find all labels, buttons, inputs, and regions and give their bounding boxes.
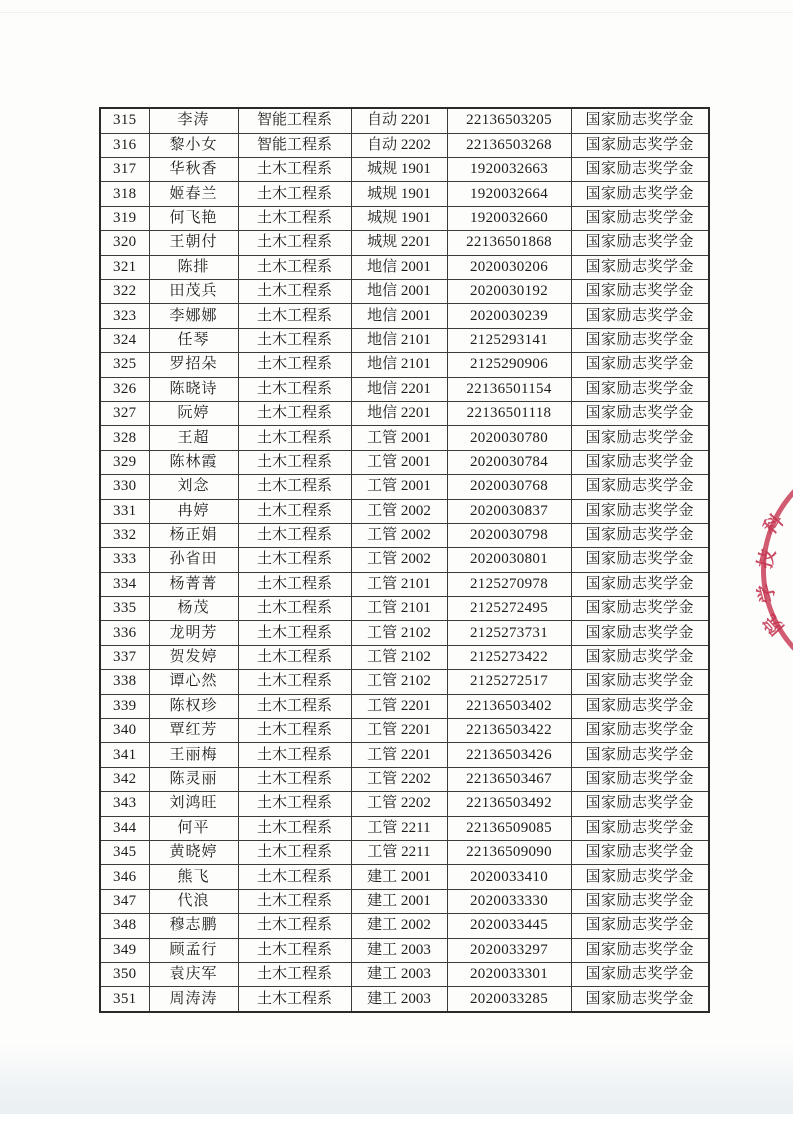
award-cell: 国家励志奖学金 [571, 523, 709, 547]
student-name-cell: 刘念 [149, 475, 238, 499]
student-name-cell: 顾孟行 [149, 938, 238, 962]
table-row [100, 231, 709, 255]
class-cell: 工管 2211 [351, 840, 447, 864]
class-cell: 地信 2101 [351, 328, 447, 352]
seal-circle-icon [761, 452, 793, 688]
row-number-cell: 315 [100, 108, 149, 133]
department-cell: 土木工程系 [238, 719, 351, 743]
class-cell: 建工 2003 [351, 938, 447, 962]
table-row [100, 353, 709, 377]
award-cell: 国家励志奖学金 [571, 767, 709, 791]
table-row [100, 743, 709, 767]
class-cell: 工管 2201 [351, 743, 447, 767]
student-id-cell: 2125273422 [447, 645, 571, 669]
student-name-cell: 任琴 [149, 328, 238, 352]
student-name-cell: 阮婷 [149, 401, 238, 425]
award-cell: 国家励志奖学金 [571, 426, 709, 450]
student-name-cell: 孙省田 [149, 548, 238, 572]
class-cell: 地信 2001 [351, 304, 447, 328]
award-cell: 国家励志奖学金 [571, 840, 709, 864]
class-cell: 自动 2201 [351, 108, 447, 133]
department-cell: 土木工程系 [238, 743, 351, 767]
table-row [100, 108, 709, 133]
department-cell: 土木工程系 [238, 475, 351, 499]
student-id-cell: 2020033301 [447, 962, 571, 986]
class-cell: 工管 2202 [351, 767, 447, 791]
student-id-cell: 2125273731 [447, 621, 571, 645]
row-number-cell: 342 [100, 767, 149, 791]
student-id-cell: 2020033410 [447, 865, 571, 889]
student-name-cell: 穆志鹏 [149, 914, 238, 938]
table-row [100, 182, 709, 206]
student-name-cell: 黄晓婷 [149, 840, 238, 864]
student-id-cell: 1920032663 [447, 158, 571, 182]
student-name-cell: 覃红芳 [149, 719, 238, 743]
department-cell: 土木工程系 [238, 377, 351, 401]
row-number-cell: 335 [100, 597, 149, 621]
table-row [100, 621, 709, 645]
table-row [100, 865, 709, 889]
department-cell: 土木工程系 [238, 182, 351, 206]
student-id-cell: 2020030780 [447, 426, 571, 450]
table-row [100, 133, 709, 157]
row-number-cell: 323 [100, 304, 149, 328]
student-id-cell: 22136501868 [447, 231, 571, 255]
row-number-cell: 337 [100, 645, 149, 669]
seal-character: 院 [759, 610, 789, 639]
row-number-cell: 325 [100, 353, 149, 377]
class-cell: 建工 2001 [351, 865, 447, 889]
class-cell: 地信 2001 [351, 255, 447, 279]
department-cell: 土木工程系 [238, 816, 351, 840]
row-number-cell: 341 [100, 743, 149, 767]
student-id-cell: 22136503492 [447, 792, 571, 816]
student-id-cell: 2020030192 [447, 279, 571, 303]
student-name-cell: 冉婷 [149, 499, 238, 523]
award-cell: 国家励志奖学金 [571, 231, 709, 255]
row-number-cell: 316 [100, 133, 149, 157]
row-number-cell: 329 [100, 450, 149, 474]
table-row [100, 304, 709, 328]
student-id-cell: 22136503467 [447, 767, 571, 791]
class-cell: 自动 2202 [351, 133, 447, 157]
award-cell: 国家励志奖学金 [571, 914, 709, 938]
class-cell: 地信 2001 [351, 279, 447, 303]
class-cell: 工管 2202 [351, 792, 447, 816]
table-row [100, 792, 709, 816]
student-name-cell: 杨正娟 [149, 523, 238, 547]
student-name-cell: 王超 [149, 426, 238, 450]
department-cell: 土木工程系 [238, 962, 351, 986]
award-cell: 国家励志奖学金 [571, 694, 709, 718]
student-name-cell: 陈排 [149, 255, 238, 279]
row-number-cell: 346 [100, 865, 149, 889]
table-row [100, 523, 709, 547]
award-cell: 国家励志奖学金 [571, 938, 709, 962]
student-id-cell: 1920032664 [447, 182, 571, 206]
row-number-cell: 317 [100, 158, 149, 182]
department-cell: 土木工程系 [238, 767, 351, 791]
student-name-cell: 熊飞 [149, 865, 238, 889]
department-cell: 土木工程系 [238, 938, 351, 962]
scan-shadow-artifact [0, 1044, 793, 1114]
student-name-cell: 谭心然 [149, 670, 238, 694]
department-cell: 土木工程系 [238, 450, 351, 474]
department-cell: 智能工程系 [238, 108, 351, 133]
department-cell: 土木工程系 [238, 865, 351, 889]
table-row [100, 987, 709, 1012]
table-row [100, 158, 709, 182]
class-cell: 工管 2001 [351, 426, 447, 450]
table-row [100, 962, 709, 986]
row-number-cell: 343 [100, 792, 149, 816]
scholarship-table [99, 107, 710, 1013]
table-row [100, 255, 709, 279]
student-name-cell: 陈灵丽 [149, 767, 238, 791]
department-cell: 土木工程系 [238, 206, 351, 230]
student-id-cell: 22136509090 [447, 840, 571, 864]
class-cell: 地信 2201 [351, 377, 447, 401]
row-number-cell: 326 [100, 377, 149, 401]
student-name-cell: 杨菁菁 [149, 572, 238, 596]
table-row [100, 938, 709, 962]
student-name-cell: 王丽梅 [149, 743, 238, 767]
department-cell: 土木工程系 [238, 987, 351, 1012]
award-cell: 国家励志奖学金 [571, 328, 709, 352]
student-name-cell: 罗招朵 [149, 353, 238, 377]
row-number-cell: 345 [100, 840, 149, 864]
class-cell: 工管 2002 [351, 523, 447, 547]
class-cell: 工管 2002 [351, 548, 447, 572]
award-cell: 国家励志奖学金 [571, 865, 709, 889]
award-cell: 国家励志奖学金 [571, 621, 709, 645]
award-cell: 国家励志奖学金 [571, 548, 709, 572]
row-number-cell: 347 [100, 889, 149, 913]
row-number-cell: 330 [100, 475, 149, 499]
student-id-cell: 22136503268 [447, 133, 571, 157]
class-cell: 工管 2002 [351, 499, 447, 523]
award-cell: 国家励志奖学金 [571, 353, 709, 377]
award-cell: 国家励志奖学金 [571, 401, 709, 425]
award-cell: 国家励志奖学金 [571, 499, 709, 523]
table-row [100, 206, 709, 230]
table-row [100, 572, 709, 596]
award-cell: 国家励志奖学金 [571, 304, 709, 328]
table-row [100, 645, 709, 669]
award-cell: 国家励志奖学金 [571, 158, 709, 182]
class-cell: 城规 1901 [351, 158, 447, 182]
student-id-cell: 2020033285 [447, 987, 571, 1012]
row-number-cell: 332 [100, 523, 149, 547]
student-name-cell: 龙明芳 [149, 621, 238, 645]
department-cell: 土木工程系 [238, 621, 351, 645]
class-cell: 工管 2001 [351, 450, 447, 474]
table-row [100, 426, 709, 450]
row-number-cell: 320 [100, 231, 149, 255]
department-cell: 土木工程系 [238, 597, 351, 621]
student-name-cell: 陈晓诗 [149, 377, 238, 401]
student-id-cell: 2020030239 [447, 304, 571, 328]
row-number-cell: 350 [100, 962, 149, 986]
table-row [100, 670, 709, 694]
award-cell: 国家励志奖学金 [571, 719, 709, 743]
award-cell: 国家励志奖学金 [571, 279, 709, 303]
row-number-cell: 322 [100, 279, 149, 303]
department-cell: 智能工程系 [238, 133, 351, 157]
table-row [100, 597, 709, 621]
row-number-cell: 327 [100, 401, 149, 425]
student-name-cell: 姬春兰 [149, 182, 238, 206]
row-number-cell: 348 [100, 914, 149, 938]
student-id-cell: 22136509085 [447, 816, 571, 840]
scan-edge-artifact [0, 1114, 793, 1122]
table-row [100, 914, 709, 938]
department-cell: 土木工程系 [238, 426, 351, 450]
student-id-cell: 2020033330 [447, 889, 571, 913]
department-cell: 土木工程系 [238, 889, 351, 913]
row-number-cell: 338 [100, 670, 149, 694]
table-row [100, 475, 709, 499]
award-cell: 国家励志奖学金 [571, 475, 709, 499]
seal-character: 技 [754, 547, 781, 571]
student-id-cell: 2020030801 [447, 548, 571, 572]
table-row [100, 548, 709, 572]
department-cell: 土木工程系 [238, 255, 351, 279]
table-row [100, 816, 709, 840]
department-cell: 土木工程系 [238, 499, 351, 523]
table-row [100, 767, 709, 791]
class-cell: 工管 2001 [351, 475, 447, 499]
student-id-cell: 2125272495 [447, 597, 571, 621]
student-id-cell: 2125272517 [447, 670, 571, 694]
student-name-cell: 李涛 [149, 108, 238, 133]
student-name-cell: 代浪 [149, 889, 238, 913]
class-cell: 工管 2101 [351, 572, 447, 596]
class-cell: 地信 2101 [351, 353, 447, 377]
class-cell: 工管 2102 [351, 670, 447, 694]
student-id-cell: 2020030798 [447, 523, 571, 547]
student-name-cell: 王朝付 [149, 231, 238, 255]
student-name-cell: 何平 [149, 816, 238, 840]
student-id-cell: 2020030784 [447, 450, 571, 474]
row-number-cell: 321 [100, 255, 149, 279]
student-id-cell: 2125293141 [447, 328, 571, 352]
table-row [100, 840, 709, 864]
student-id-cell: 1920032660 [447, 206, 571, 230]
student-id-cell: 2020030206 [447, 255, 571, 279]
class-cell: 建工 2003 [351, 962, 447, 986]
student-id-cell: 2125290906 [447, 353, 571, 377]
department-cell: 土木工程系 [238, 304, 351, 328]
class-cell: 建工 2002 [351, 914, 447, 938]
department-cell: 土木工程系 [238, 231, 351, 255]
class-cell: 地信 2201 [351, 401, 447, 425]
class-cell: 城规 1901 [351, 182, 447, 206]
row-number-cell: 318 [100, 182, 149, 206]
class-cell: 城规 2201 [351, 231, 447, 255]
class-cell: 工管 2211 [351, 816, 447, 840]
student-name-cell: 杨茂 [149, 597, 238, 621]
award-cell: 国家励志奖学金 [571, 182, 709, 206]
department-cell: 土木工程系 [238, 401, 351, 425]
award-cell: 国家励志奖学金 [571, 816, 709, 840]
award-cell: 国家励志奖学金 [571, 645, 709, 669]
department-cell: 土木工程系 [238, 694, 351, 718]
row-number-cell: 349 [100, 938, 149, 962]
table-row [100, 328, 709, 352]
department-cell: 土木工程系 [238, 548, 351, 572]
award-cell: 国家励志奖学金 [571, 255, 709, 279]
class-cell: 建工 2003 [351, 987, 447, 1012]
student-name-cell: 何飞艳 [149, 206, 238, 230]
scan-edge-artifact [0, 12, 793, 13]
student-name-cell: 黎小女 [149, 133, 238, 157]
row-number-cell: 334 [100, 572, 149, 596]
class-cell: 工管 2201 [351, 694, 447, 718]
row-number-cell: 328 [100, 426, 149, 450]
department-cell: 土木工程系 [238, 328, 351, 352]
award-cell: 国家励志奖学金 [571, 962, 709, 986]
row-number-cell: 319 [100, 206, 149, 230]
student-id-cell: 2020033445 [447, 914, 571, 938]
student-id-cell: 22136503422 [447, 719, 571, 743]
award-cell: 国家励志奖学金 [571, 108, 709, 133]
class-cell: 建工 2001 [351, 889, 447, 913]
department-cell: 土木工程系 [238, 670, 351, 694]
department-cell: 土木工程系 [238, 840, 351, 864]
student-id-cell: 22136501118 [447, 401, 571, 425]
row-number-cell: 340 [100, 719, 149, 743]
student-name-cell: 李娜娜 [149, 304, 238, 328]
table-row [100, 377, 709, 401]
student-name-cell: 田茂兵 [149, 279, 238, 303]
department-cell: 土木工程系 [238, 572, 351, 596]
table-row [100, 499, 709, 523]
award-cell: 国家励志奖学金 [571, 987, 709, 1012]
student-name-cell: 贺发婷 [149, 645, 238, 669]
department-cell: 土木工程系 [238, 353, 351, 377]
student-name-cell: 陈权珍 [149, 694, 238, 718]
award-cell: 国家励志奖学金 [571, 743, 709, 767]
table-row [100, 889, 709, 913]
class-cell: 工管 2101 [351, 597, 447, 621]
student-id-cell: 2020030768 [447, 475, 571, 499]
department-cell: 土木工程系 [238, 792, 351, 816]
student-name-cell: 华秋香 [149, 158, 238, 182]
award-cell: 国家励志奖学金 [571, 377, 709, 401]
table-row [100, 450, 709, 474]
student-id-cell: 22136501154 [447, 377, 571, 401]
student-name-cell: 周涛涛 [149, 987, 238, 1012]
department-cell: 土木工程系 [238, 914, 351, 938]
award-cell: 国家励志奖学金 [571, 450, 709, 474]
student-id-cell: 2020033297 [447, 938, 571, 962]
student-id-cell: 22136503426 [447, 743, 571, 767]
table-row [100, 694, 709, 718]
row-number-cell: 331 [100, 499, 149, 523]
student-name-cell: 陈林霞 [149, 450, 238, 474]
row-number-cell: 333 [100, 548, 149, 572]
award-cell: 国家励志奖学金 [571, 670, 709, 694]
class-cell: 城规 1901 [351, 206, 447, 230]
row-number-cell: 324 [100, 328, 149, 352]
table-row [100, 401, 709, 425]
department-cell: 土木工程系 [238, 279, 351, 303]
student-id-cell: 2125270978 [447, 572, 571, 596]
row-number-cell: 339 [100, 694, 149, 718]
student-id-cell: 22136503205 [447, 108, 571, 133]
department-cell: 土木工程系 [238, 158, 351, 182]
department-cell: 土木工程系 [238, 523, 351, 547]
award-cell: 国家励志奖学金 [571, 572, 709, 596]
student-name-cell: 刘鸿旺 [149, 792, 238, 816]
table-row [100, 719, 709, 743]
award-cell: 国家励志奖学金 [571, 792, 709, 816]
award-cell: 国家励志奖学金 [571, 206, 709, 230]
student-id-cell: 2020030837 [447, 499, 571, 523]
award-cell: 国家励志奖学金 [571, 889, 709, 913]
class-cell: 工管 2102 [351, 645, 447, 669]
seal-character: 学 [754, 581, 781, 605]
row-number-cell: 344 [100, 816, 149, 840]
student-name-cell: 袁庆军 [149, 962, 238, 986]
award-cell: 国家励志奖学金 [571, 597, 709, 621]
department-cell: 土木工程系 [238, 645, 351, 669]
row-number-cell: 351 [100, 987, 149, 1012]
seal-character: 科 [759, 510, 789, 539]
class-cell: 工管 2102 [351, 621, 447, 645]
table-row [100, 279, 709, 303]
award-cell: 国家励志奖学金 [571, 133, 709, 157]
student-id-cell: 22136503402 [447, 694, 571, 718]
row-number-cell: 336 [100, 621, 149, 645]
class-cell: 工管 2201 [351, 719, 447, 743]
